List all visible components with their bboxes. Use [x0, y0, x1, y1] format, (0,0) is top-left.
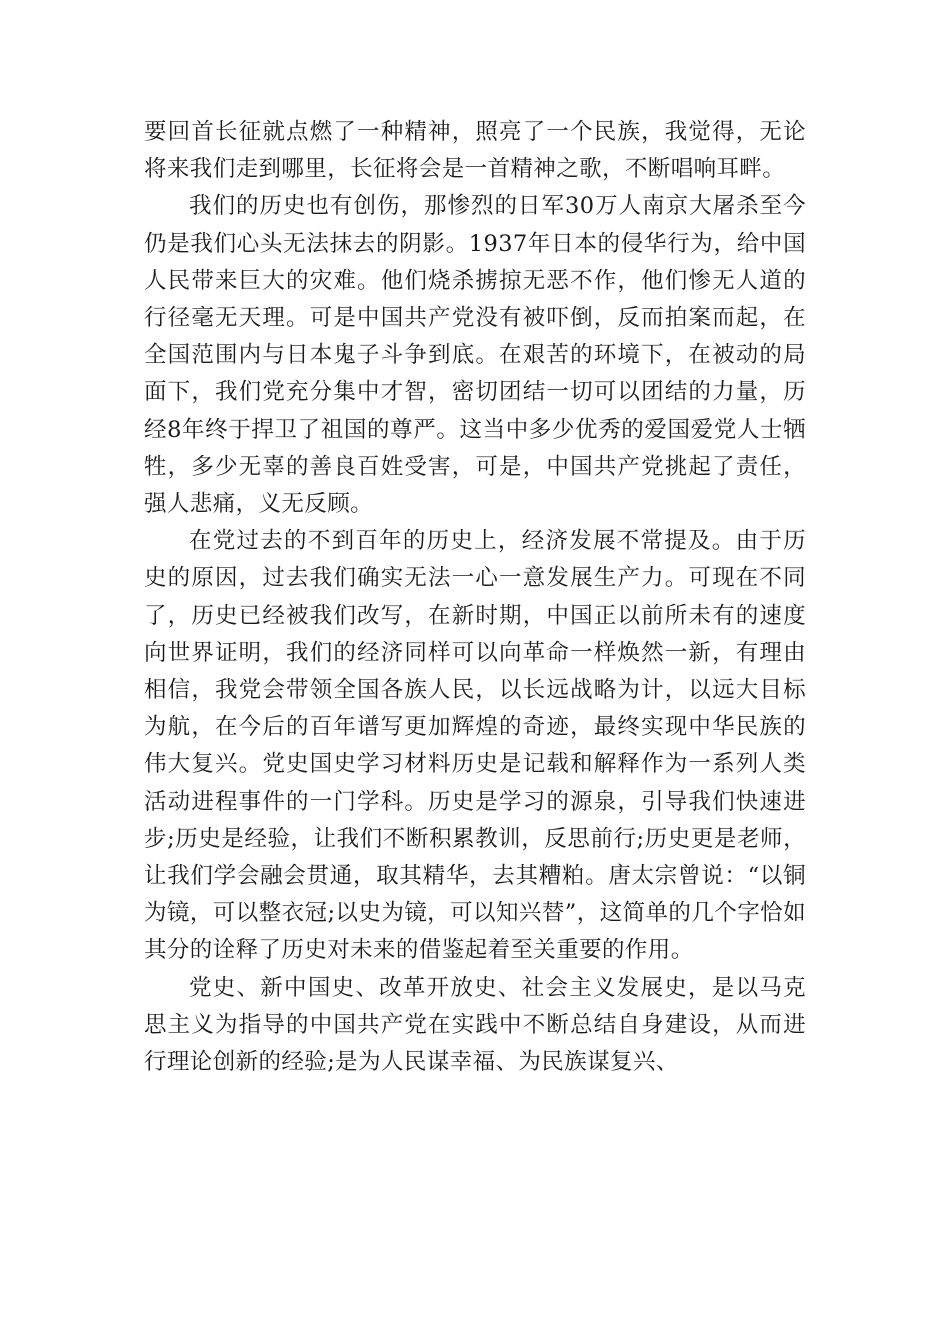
paragraph-1: 要回首长征就点燃了一种精神，照亮了一个民族，我觉得，无论将来我们走到哪里，长征将会是一首精神之歌，不断唱响耳畔。 — [144, 119, 806, 183]
paragraph-4: 党史、新中国史、改革开放史、社会主义发展史，是以马克思主义为指导的中国共产党在实践中不断总结自身建设，从而进行理论创新的经验;是为人民谋幸福、为民族谋复兴、 — [144, 974, 806, 1076]
paragraph-3: 在党过去的不到百年的历史上，经济发展不常提及。由于历史的原因，过去我们确实无法一心一意发展生产力。可现在不同了，历史已经被我们改写，在新时期，中国正以前所未有的速度向世界证明，我们的经济同样可以向革命一样焕然一新，有理由相信，我党会带领全国各族人民，以长远战略为计，以远大目标为航，在今后的百年谱写更加辉煌的奇迹，最终实现中华民族的伟大复兴。党史国史学习材料历史是记载和解释作为一系列人类活动进程事件的一门学科。历史是学习的源泉，引导我们快速进步;历史是经验，让我们不断积累教训，反思前行;历史更是老师，让我们学会融会贯通，取其精华，去其糟粕。唐太宗曾说：“以铜为镜，可以整衣冠;以史为镜，可以知兴替”，这简单的几个字恰如其分的诠释了历史对未来的借鉴起着至关重要的作用。 — [144, 528, 806, 964]
body-text — [144, 114, 806, 1081]
paragraph-2: 我们的历史也有创伤，那惨烈的日军30万人南京大屠杀至今仍是我们心头无法抹去的阴影。1937年日本的侵华行为，给中国人民带来巨大的灾难。他们烧杀掳掠无恶不作，他们惨无人道的行径毫无天理。可是中国共产党没有被吓倒，反而拍案而起，在全国范围内与日本鬼子斗争到底。在艰苦的环境下，在被动的局面下，我们党充分集中才智，密切团结一切可以团结的力量，历经8年终于捍卫了祖国的尊严。这当中多少优秀的爱国爱党人士牺牲，多少无辜的善良百姓受害，可是，中国共产党挑起了责任，强人悲痛，义无反顾。 — [144, 193, 806, 518]
